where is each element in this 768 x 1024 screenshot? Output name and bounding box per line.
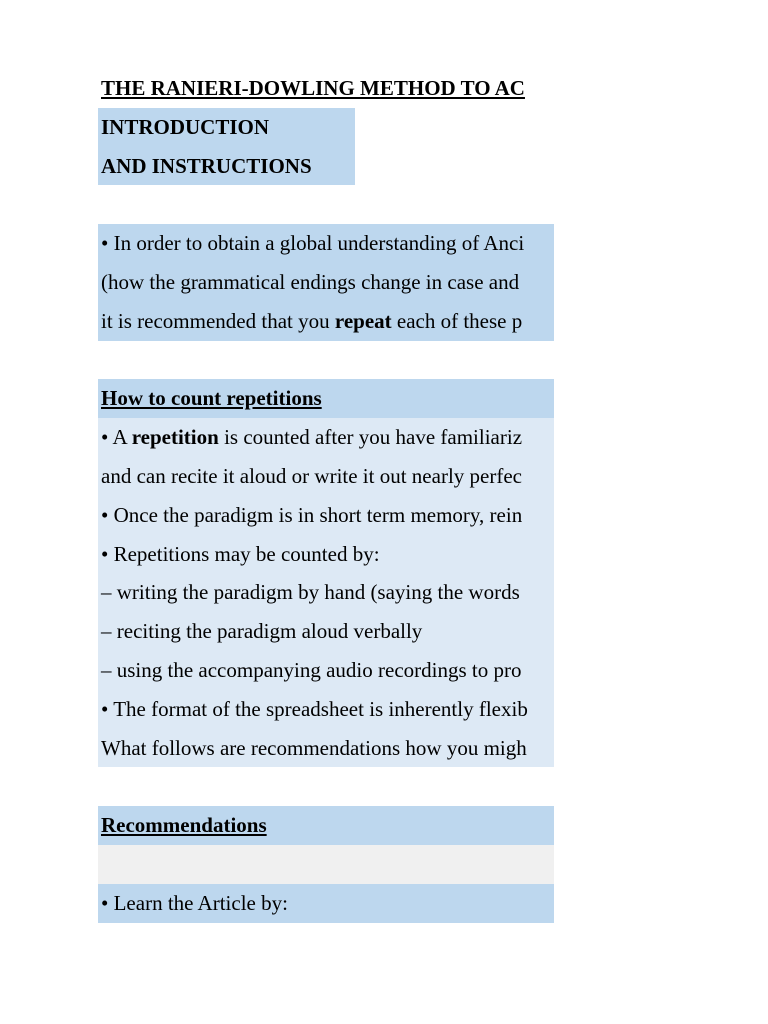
how-to-count-line-1 bbox=[98, 418, 554, 457]
intro-paragraph-line-3 bbox=[98, 302, 554, 341]
intro-paragraph-line-1: • In order to obtain a global understanding of Anci bbox=[98, 224, 554, 263]
intro-paragraph-line-2: (how the grammatical endings change in case and bbox=[98, 263, 554, 302]
how-to-count-line-4: • Repetitions may be counted by: bbox=[98, 535, 554, 574]
intro-heading-line-1: INTRODUCTION bbox=[98, 108, 355, 147]
line-text: each of these p bbox=[391, 308, 523, 333]
how-to-count-line-6: – reciting the paradigm aloud verbally bbox=[98, 612, 554, 651]
how-to-count-line-7: – using the accompanying audio recordings to pro bbox=[98, 651, 554, 690]
how-to-count-line-2: and can recite it aloud or write it out nearly perfec bbox=[98, 457, 554, 496]
empty-row bbox=[98, 845, 554, 884]
spacer-row bbox=[98, 185, 554, 224]
line-text: • A bbox=[101, 425, 132, 450]
how-to-count-line-8: • The format of the spreadsheet is inherently flexib bbox=[98, 690, 554, 729]
line-text: it is recommended that you bbox=[101, 308, 335, 333]
section-heading: How to count repetitions bbox=[101, 386, 322, 411]
recommendations-heading bbox=[98, 806, 554, 845]
spacer-row bbox=[98, 341, 554, 380]
spacer-row bbox=[98, 767, 554, 806]
spreadsheet-content bbox=[98, 69, 554, 923]
how-to-count-line-9: What follows are recommendations how you migh bbox=[98, 729, 554, 768]
document-title: THE RANIERI-DOWLING METHOD TO AC bbox=[101, 76, 525, 100]
how-to-count-line-3: • Once the paradigm is in short term memory, rein bbox=[98, 496, 554, 535]
section-heading: Recommendations bbox=[101, 813, 267, 838]
recommendations-line-1: • Learn the Article by: bbox=[98, 884, 554, 923]
intro-heading-line-2: AND INSTRUCTIONS bbox=[98, 147, 355, 186]
bold-word-repetition: repetition bbox=[131, 425, 219, 450]
how-to-count-heading bbox=[98, 379, 554, 418]
bold-word-repeat: repeat bbox=[334, 308, 392, 333]
how-to-count-line-5: – writing the paradigm by hand (saying the words bbox=[98, 573, 554, 612]
line-text: is counted after you have familiariz bbox=[218, 425, 523, 450]
